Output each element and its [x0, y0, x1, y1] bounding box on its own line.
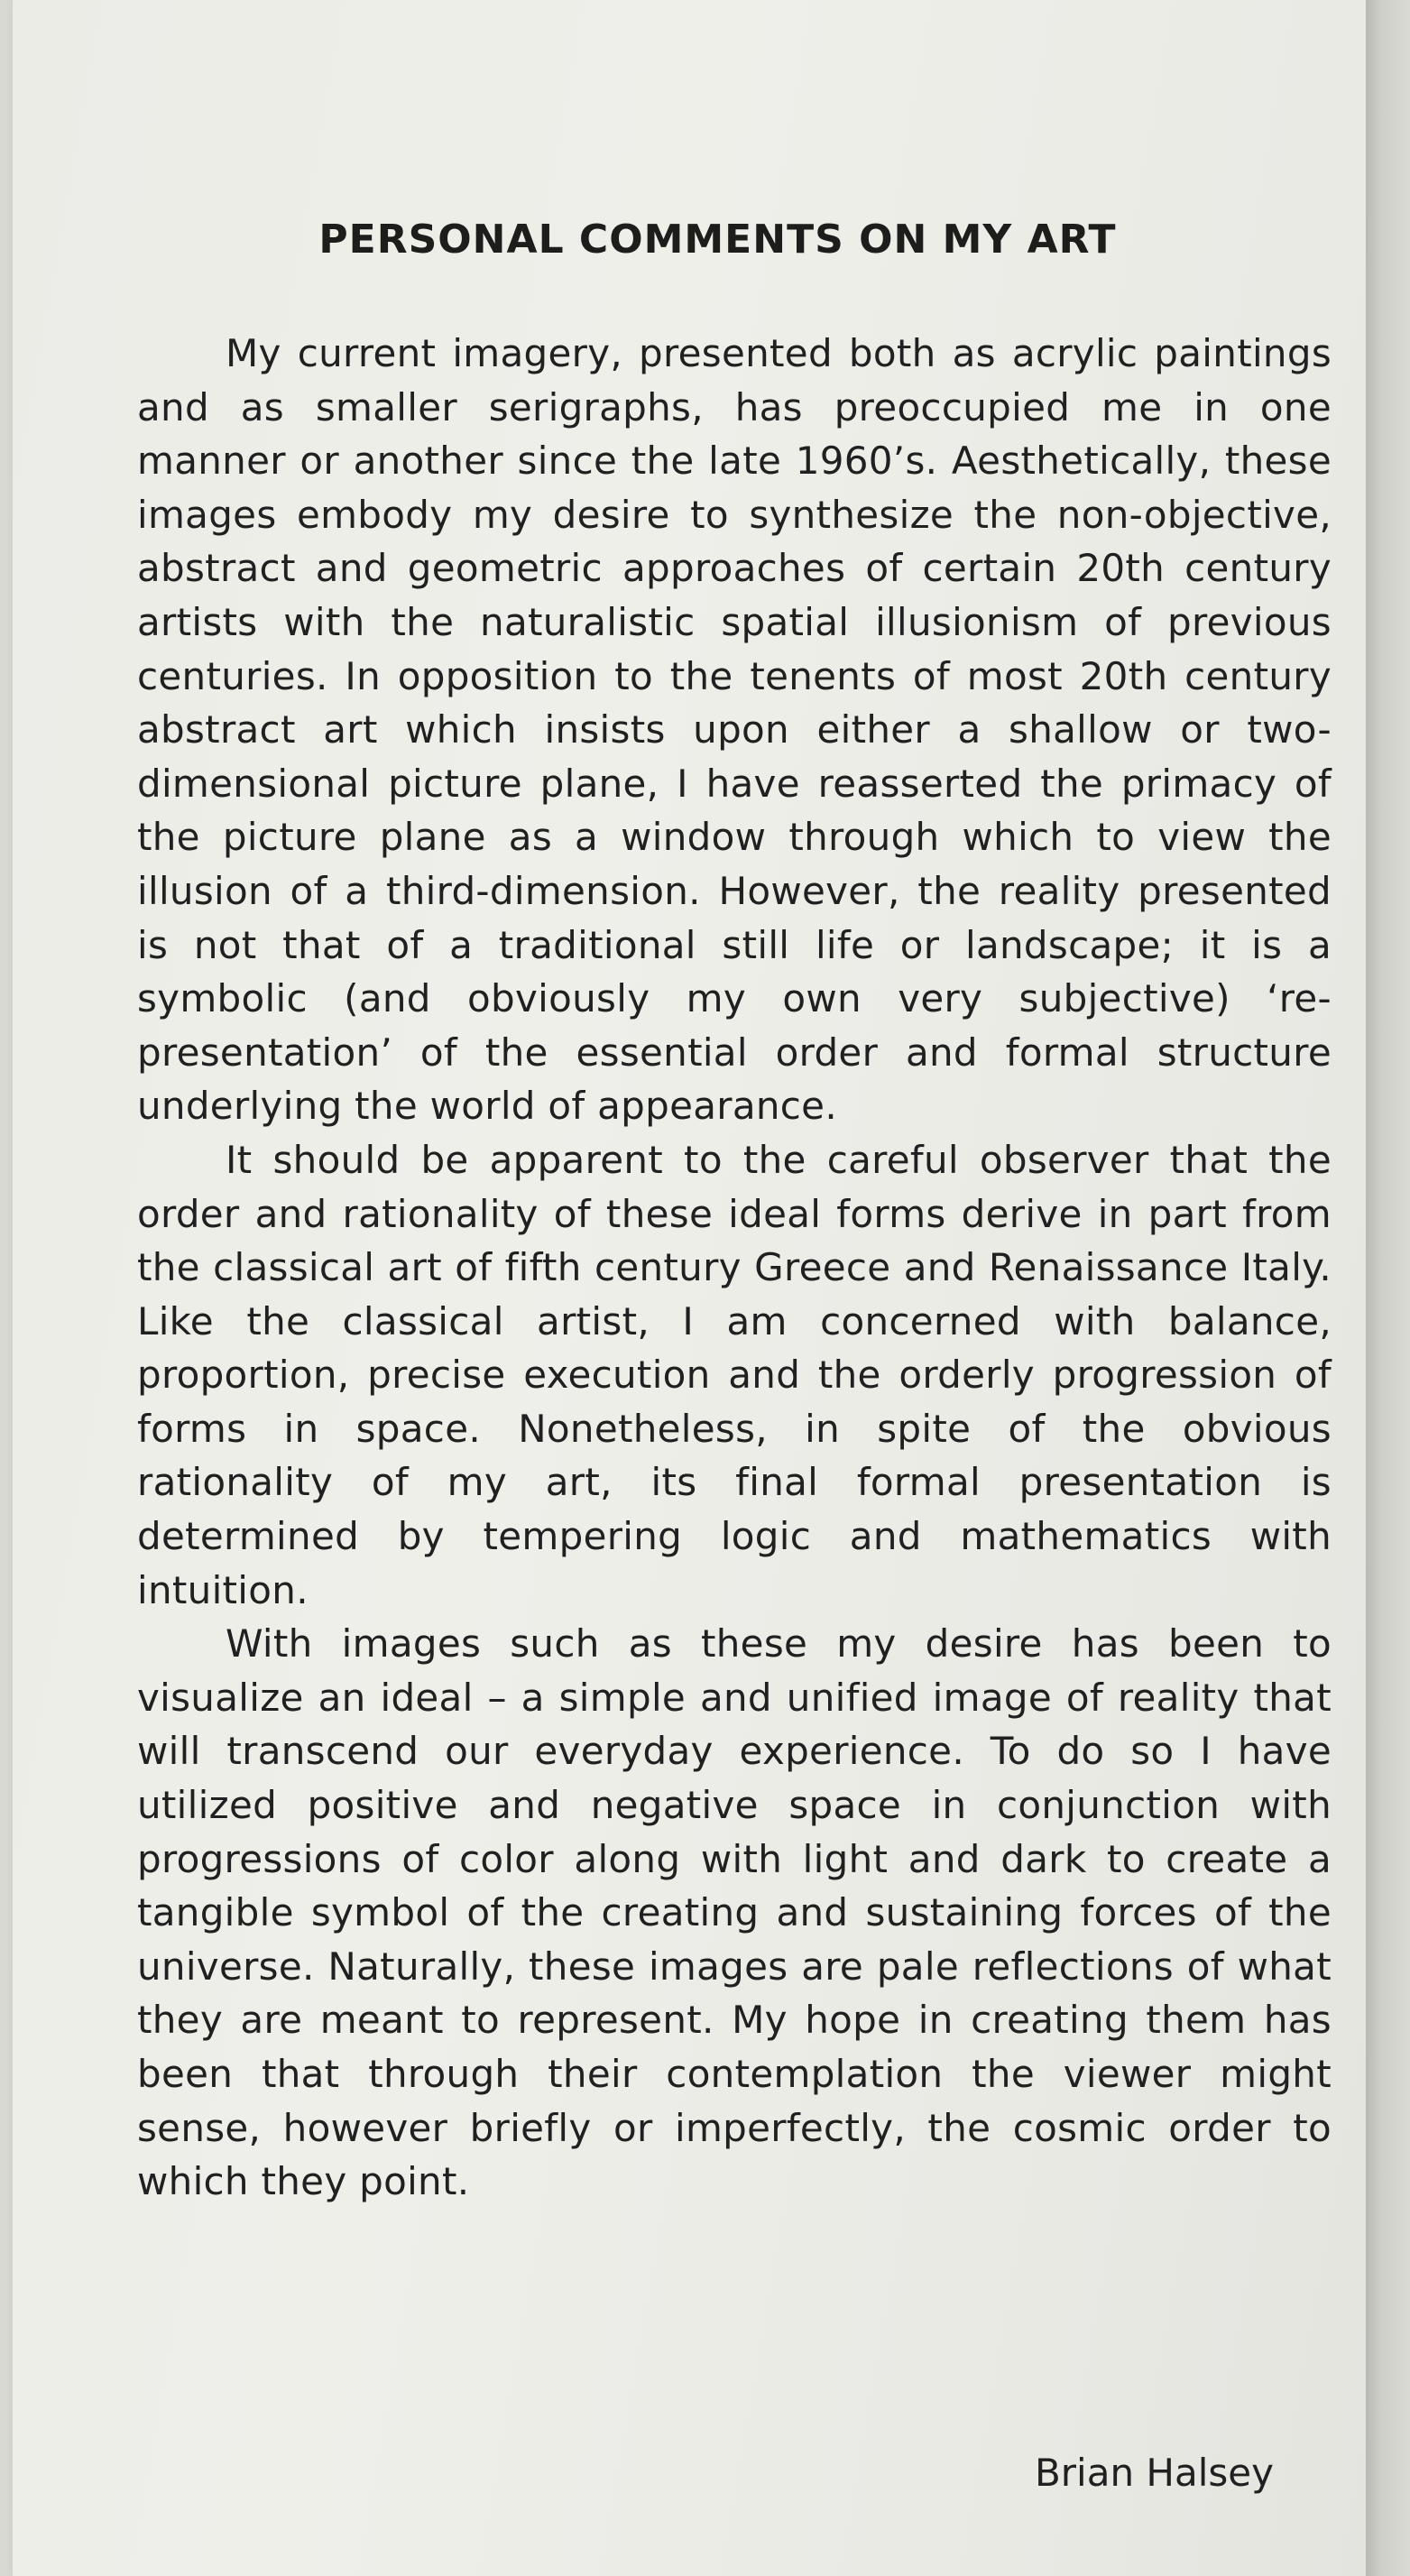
page-title: PERSONAL COMMENTS ON MY ART	[318, 217, 1117, 263]
card-edge-shadow	[1366, 0, 1410, 2576]
paragraph-1: My current imagery, presented both as acrylic paintings and as smaller serigraphs, has preoccupied me in one manner or another since the late 1960’s. Aesthetically, these images embody my desire to synthesize the non-objective, abstract and geometric approaches of certain 20th century artists with the naturalistic spatial illusionism of previous centuries. In opposition to the tenents of most 20th century abstract art which insists upon either a shallow or two-dimensional picture plane, I have reasserted the primacy of the picture plane as a window through which to view the illusion of a third-dimension. However, the reality presented is not that of a traditional still life or landscape; it is a symbolic (and obviously my own very subjective) ‘re-presentation’ of the essential order and formal structure underlying the world of appearance.	[137, 331, 1332, 1129]
author-signature: Brian Halsey	[1034, 2451, 1274, 2495]
paragraph-3: With images such as these my desire has been to visualize an ideal – a simple and unified image of reality that will transcend our everyday experience. To do so I have utilized positive and negative space in conjunction with progressions of color along with light and dark to create a tangible symbol of the creating and sustaining forces of the universe. Naturally, these images are pale reflections of what they are meant to represent. My hope in creating them has been that through their contemplation the viewer might sense, however briefly or imperfectly, the cosmic order to which they point.	[137, 1621, 1332, 2204]
comment-card	[13, 0, 1366, 2576]
body-text	[137, 327, 1332, 2209]
paragraph-2: It should be apparent to the careful observer that the order and rationality of these ideal forms derive in part from the classical art of fifth century Greece and Renaissance Italy. Like the classical artist, I am concerned with balance, proportion, precise execution and the orderly progression of forms in space. Nonetheless, in spite of the obvious rationality of my art, its final formal presentation is determined by tempering logic and mathematics with intuition.	[137, 1137, 1332, 1612]
